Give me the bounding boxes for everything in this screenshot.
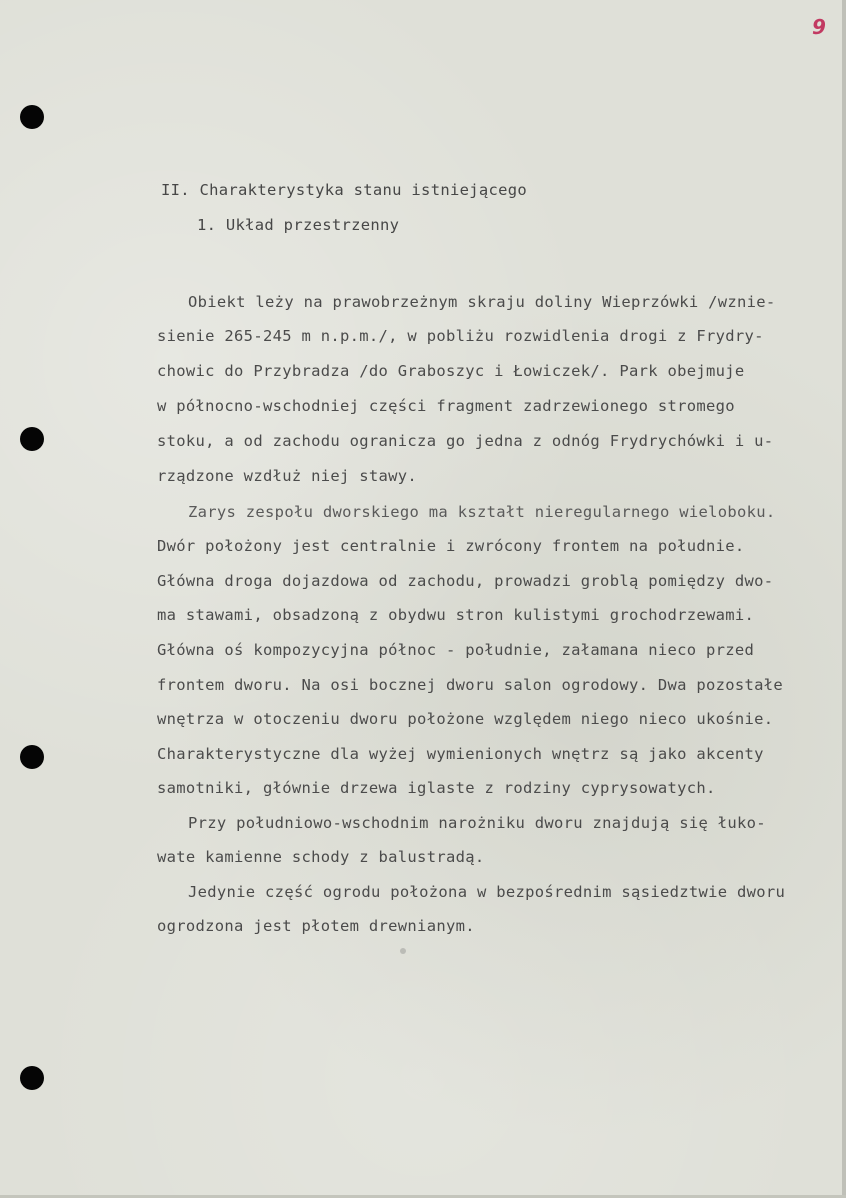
- section-heading: II. Charakterystyka stanu istniejącego: [161, 181, 528, 199]
- body-line: wate kamienne schody z balustradą.: [157, 848, 485, 866]
- paper-edge-right: [842, 0, 846, 1198]
- body-line: Obiekt leży na prawobrzeżnym skraju doliny Wieprzówki /wznie-: [188, 293, 776, 311]
- body-line: Główna oś kompozycyjna północ - południe, załamana nieco przed: [157, 641, 755, 659]
- subsection-heading: 1. Układ przestrzenny: [197, 216, 400, 234]
- body-line: w północno-wschodniej części fragment zadrzewionego stromego: [157, 397, 735, 415]
- page-number: 9: [812, 15, 826, 39]
- body-line: ma stawami, obsadzoną z obydwu stron kulistymi grochodrzewami.: [157, 606, 755, 624]
- body-line: ogrodzona jest płotem drewnianym.: [157, 917, 475, 935]
- body-line: wnętrza w otoczeniu dworu położone względem niego nieco ukośnie.: [157, 710, 774, 728]
- body-line: samotniki, głównie drzewa iglaste z rodziny cyprysowatych.: [157, 779, 716, 797]
- body-line: frontem dworu. Na osi bocznej dworu salon ogrodowy. Dwa pozostałe: [157, 676, 784, 694]
- body-line: Jedynie część ogrodu położona w bezpośrednim sąsiedztwie dworu: [188, 883, 786, 901]
- body-line: Zarys zespołu dworskiego ma kształt nieregularnego wieloboku.: [188, 503, 776, 521]
- body-line: rządzone wzdłuż niej stawy.: [157, 467, 418, 485]
- body-line: sienie 265-245 m n.p.m./, w pobliżu rozwidlenia drogi z Frydry-: [157, 327, 764, 345]
- body-line: Główna droga dojazdowa od zachodu, prowadzi groblą pomiędzy dwo-: [157, 572, 774, 590]
- punch-hole-icon: [20, 745, 44, 769]
- body-line: Dwór położony jest centralnie i zwrócony frontem na południe.: [157, 537, 745, 555]
- body-line: chowic do Przybradza /do Graboszyc i Łowiczek/. Park obejmuje: [157, 362, 745, 380]
- punch-hole-icon: [20, 105, 44, 129]
- body-line: Przy południowo-wschodnim narożniku dworu znajdują się łuko-: [188, 814, 766, 832]
- body-line: Charakterystyczne dla wyżej wymienionych wnętrz są jako akcenty: [157, 745, 764, 763]
- body-line: stoku, a od zachodu ogranicza go jedna z odnóg Frydrychówki i u-: [157, 432, 774, 450]
- ink-speck: [400, 948, 406, 954]
- punch-hole-icon: [20, 1066, 44, 1090]
- punch-hole-icon: [20, 427, 44, 451]
